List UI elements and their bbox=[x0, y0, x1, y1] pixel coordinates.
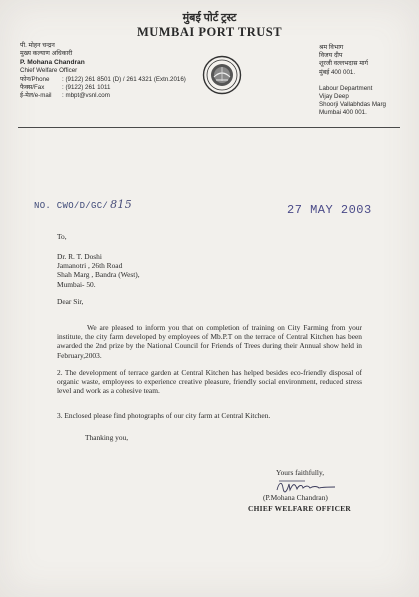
sender-hindi-name: पी. मोहन चन्द्रन bbox=[20, 42, 55, 49]
department-address bbox=[319, 44, 386, 118]
sender-hindi-designation: मुख्य कल्याण अधिकारी bbox=[20, 50, 73, 58]
recipient-to: To, bbox=[57, 232, 67, 241]
dept-spacer bbox=[319, 77, 386, 85]
dept-hindi-line: शूरजी वल्लभदास मार्ग bbox=[319, 60, 369, 68]
phone-label: फोन/Phone bbox=[20, 75, 50, 83]
salutation: Dear Sir, bbox=[57, 297, 84, 306]
phone-value: : (9122) 261 8501 (D) / 261 4321 (Extn.2016) bbox=[62, 75, 186, 83]
closing-thanks: Thanking you, bbox=[85, 433, 129, 442]
letterhead-title: MUMBAI PORT TRUST bbox=[136, 25, 283, 39]
valediction: Yours faithfully, bbox=[276, 468, 325, 477]
sender-designation: Chief Welfare Officer bbox=[20, 67, 78, 75]
dept-english-line: Labour Department bbox=[319, 84, 373, 92]
address-line: Mumbai- 50. bbox=[57, 279, 96, 289]
dept-english-line: Vijay Deep bbox=[319, 93, 349, 101]
dept-hindi-line: श्रम विभाग bbox=[319, 44, 344, 51]
address-line: Dr. R. T. Doshi bbox=[57, 252, 102, 261]
reference-typed: NO. CWO/D/GC/ bbox=[34, 201, 109, 211]
reference-number bbox=[34, 198, 132, 211]
paragraph-1: We are pleased to inform you that on completion of training on City Farming from your institute, the city farm developed by employees of Mb.P.T on the terrace of Central Kitchen has been awarded the 2nd prize by the National Council for Friends of Trees during their Annual show held in February,2003. bbox=[57, 323, 362, 360]
letterhead-hindi-title: मुंबई पोर्ट ट्रस्ट bbox=[182, 12, 237, 24]
fax-label: फैक्स/Fax bbox=[20, 84, 45, 92]
date-stamp: 27 MAY 2003 bbox=[287, 203, 372, 217]
address-line: Shah Marg , Bandra (West), bbox=[57, 270, 140, 280]
dept-hindi-line: विजय दीप bbox=[319, 52, 343, 60]
sender-name: P. Mohana Chandran bbox=[20, 58, 85, 66]
dept-hindi-line: मुंबई 400 001. bbox=[319, 68, 356, 76]
paragraph-2: 2. The development of terrace garden at Central Kitchen has helped besides eco-friendly disposal of organic waste, employees to experience creative pleasure, friendly social environment, reduced stress level and work as a cohesive team. bbox=[57, 368, 362, 396]
dept-english-line: Shoorji Vallabhdas Marg bbox=[319, 101, 386, 109]
fax-value: : (9122) 261 1011 bbox=[62, 84, 111, 92]
email-label: ई-मेल/e-mail bbox=[20, 92, 52, 100]
address-line: Jamanotri , 26th Road bbox=[57, 261, 123, 271]
email-row bbox=[20, 92, 186, 100]
signer-designation: CHIEF WELFARE OFFICER bbox=[248, 504, 352, 513]
port-trust-seal-icon bbox=[202, 55, 242, 95]
dept-english-line: Mumbai 400 001. bbox=[319, 109, 367, 117]
email-value: : mbpt@vsnl.com bbox=[62, 92, 110, 100]
signer-name: (P.Mohana Chandran) bbox=[263, 493, 328, 502]
reference-handwritten: 815 bbox=[110, 198, 133, 211]
sender-block bbox=[20, 42, 186, 101]
paragraph-3: 3. Enclosed please find photographs of our city farm at Central Kitchen. bbox=[57, 411, 271, 420]
phone-row bbox=[20, 76, 186, 84]
letterhead-divider bbox=[18, 127, 400, 128]
recipient-address bbox=[57, 252, 140, 289]
